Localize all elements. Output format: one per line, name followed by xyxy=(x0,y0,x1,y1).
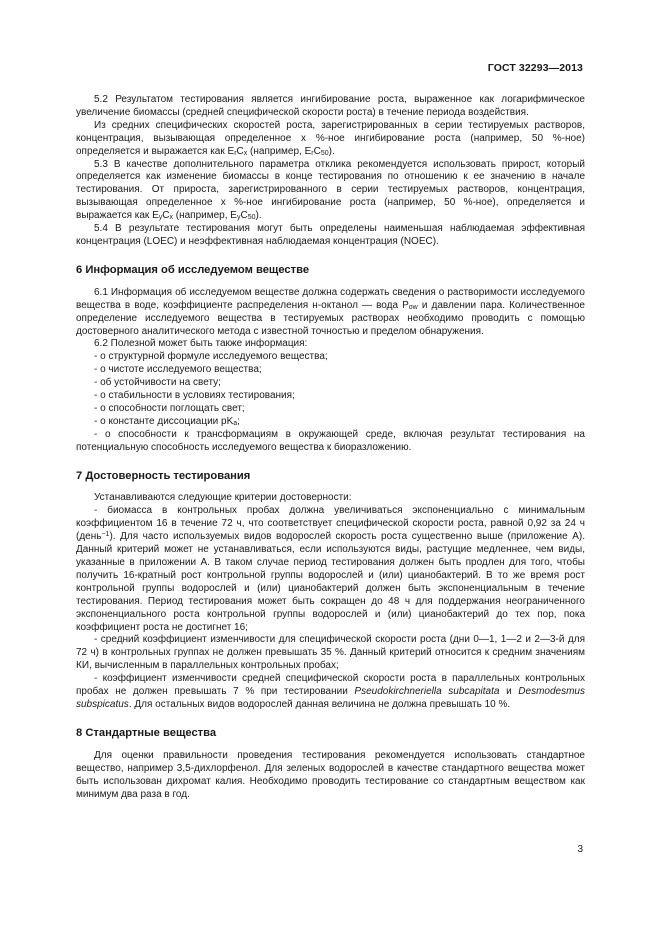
section-8-heading: 8 Стандартные вещества xyxy=(76,726,217,739)
section-6-heading: 6 Информация об исследуемом веществе xyxy=(76,263,310,276)
paragraph-5-4: 5.4 В результате тестирования могут быть определены наименьшая наблюдаемая эффективная концентрация (LOEC) и неэффективная наблюдаемая концентрация (NOEC). xyxy=(76,223,585,247)
paragraph-7-intro: Устанавливаются следующие критерии достоверности: xyxy=(94,492,352,504)
paragraph-5-2: 5.2 Результатом тестирования является ингибирование роста, выраженное как логарифмическое увеличение биомассы (средней специфической скорости роста) в течение периода воздействия. xyxy=(76,94,585,118)
list-item: - о способности к трансформациям в окружающей среде, включая результат тестирования на потенциальную способность исследуемого вещества к биоразложению. xyxy=(76,428,585,453)
list-item: - о стабильности в условиях тестирования; xyxy=(94,390,295,402)
list-item: - о способности поглощать свет; xyxy=(94,402,245,414)
criterion-2: - средний коэффициент изменчивости для специфической скорости роста (дни 0—1, 1—2 и 2—3-й для 72 ч) в контрольных группах не должен превышать 35 %. Данный критерий относится к средним значениям КИ, вычисленным в параллельных контрольных пробах; xyxy=(76,634,585,672)
paragraph-8: Для оценки правильности проведения тестирования рекомендуется использовать стандартное вещество, например 3,5-дихлорфенол. Для зеленых водорослей в качестве стандартного вещества может быть использован дихромат калия. Необходимо проводить тестирование со стандартным веществом как минимум два раза в год. xyxy=(76,749,585,800)
paragraph-5-3: 5.3 В качестве дополнительного параметра отклика рекомендуется использовать прирост, который определяется как изменение биомассы в конце тестирования по отношению к ее значению в начале тестирования. От прироста, зарегистрированного в серии тестируемых растворов, концентрация, вызывающая определенное x %-ное ингибирование роста (например, 50 %-ное), определяется и выражается как $E_yC_x$ (например, $E_yC_{50}$). xyxy=(76,158,585,222)
list-item: - о структурной формуле исследуемого вещества; xyxy=(94,351,328,363)
section-7-heading: 7 Достоверность тестирования xyxy=(76,469,251,482)
list-item: - о константе диссоциации $pK_a$; xyxy=(94,415,240,427)
page-number: 3 xyxy=(577,844,583,855)
list-item: - об устойчивости на свету; xyxy=(94,377,221,389)
standard-number: ГОСТ 32293—2013 xyxy=(487,62,583,74)
criterion-3: - коэффициент изменчивости средней специфической скорости роста в параллельных контрольных пробах не должен превышать 7 % при тестировании Pseudokirchneriella subcapitata и Desmodesmus subspicatus. Для остальных видов водорослей данная величина не должна превышать 10 %. xyxy=(76,673,585,710)
paragraph-6-2: 6.2 Полезной может быть также информация: xyxy=(94,338,308,350)
paragraph-6-1: 6.1 Информация об исследуемом веществе должна содержать сведения о растворимости исследуемого вещества в воде, коэффициенте распределения н-октанол — вода $P_{ow}$ и давлении пара. Количественное определение исследуемого вещества в тестируемых растворах необходимо проводить с помощью достоверного аналитического метода с известной точностью и пределом обнаружения. xyxy=(76,286,585,337)
page-content xyxy=(76,94,585,801)
criterion-1: - биомасса в контрольных пробах должна увеличиваться экспоненциально с минимальным коэффициентом 16 в течение 72 ч, что соответствует специфической скорости роста, равной 0,92 за 24 ч (день$^{-1}$). Для часто используемых видов водорослей скорость роста существенно выше (приложение А). Данный критерий может не устанавливаться, если используются виды, растущие медленнее, чем виды, указанные в приложении А. В таком случае период тестирования должен быть продлен для того, чтобы получить 16-кратный рост контрольной группы водорослей и (или) цианобактерий. В то же время рост контрольной группы водорослей и (или) цианобактерий должен быть экспоненциальным в течение тестирования. Период тестирования может быть сокращен до 48 ч для поддержания неограниченного экспоненциального роста контрольной группы водорослей и (или) цианобактерий до тех пор, пока коэффициент роста не достигнет 16; xyxy=(76,505,585,633)
list-item: - о чистоте исследуемого вещества; xyxy=(94,364,262,376)
paragraph-5-2-b: Из средних специфических скоростей роста, зарегистрированных в серии тестируемых растворов, концентрация, вызывающая определенное x %-ное ингибирование роста (например, 50 %-ное) определяется и выражается как $E_rC_x$ (например, $E_rC_{50}$). xyxy=(76,119,585,157)
